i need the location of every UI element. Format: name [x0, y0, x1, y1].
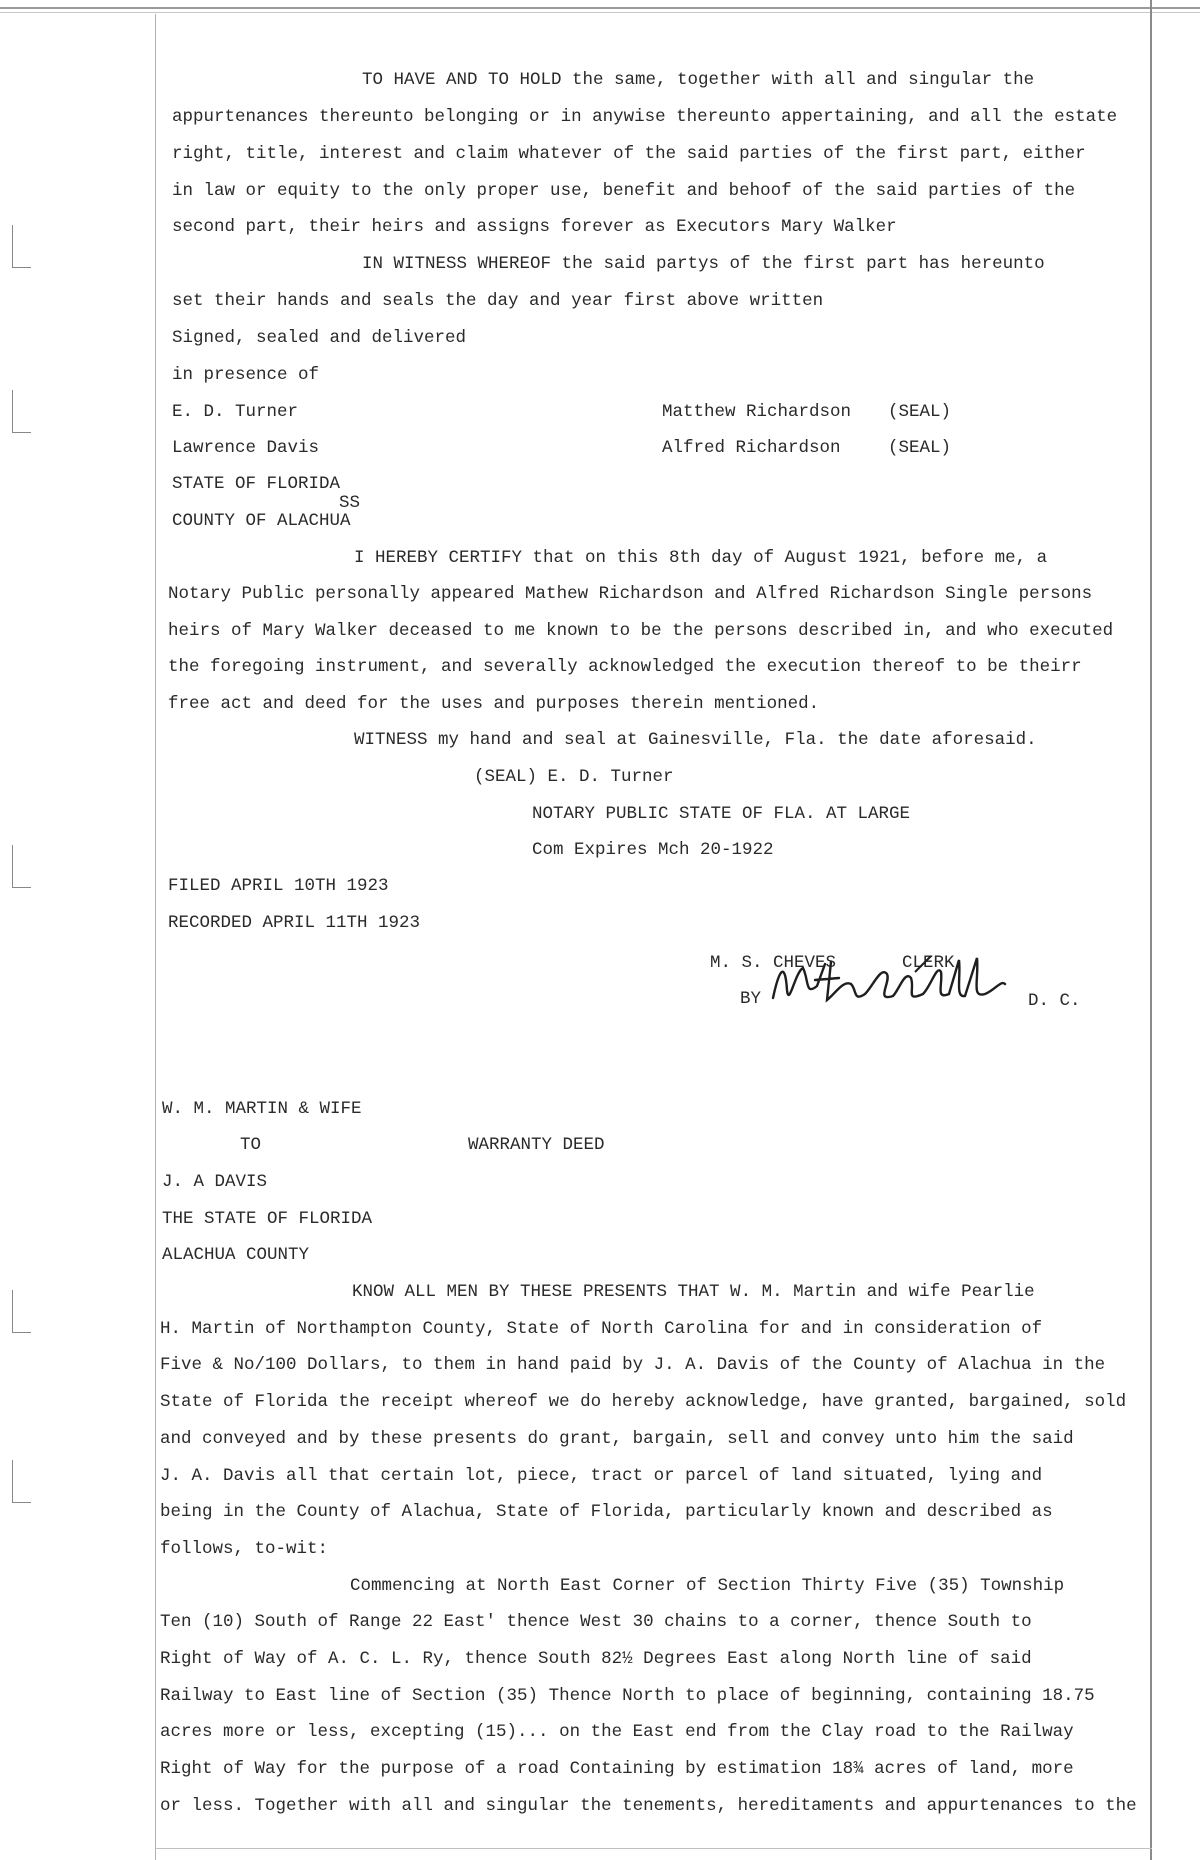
clerk-title: CLERK — [902, 953, 955, 973]
body-line: in law or equity to the only proper use, benefit and behoof of the said parties of the — [172, 181, 1076, 201]
legal-description-line: Commencing at North East Corner of Section Thirty Five (35) Township — [350, 1576, 1065, 1596]
deed-body-line: being in the County of Alachua, State of Florida, particularly known and described as — [160, 1502, 1053, 1522]
body-line: second part, their heirs and assigns forever as Executors Mary Walker — [172, 217, 897, 237]
to-label: TO — [240, 1135, 262, 1155]
instrument-type: WARRANTY DEED — [468, 1135, 605, 1155]
body-line: right, title, interest and claim whatever of the said parties of the first part, either — [172, 144, 1086, 164]
recorded-date: RECORDED APRIL 11TH 1923 — [168, 913, 421, 933]
deed-body-line: follows, to-wit: — [160, 1539, 329, 1559]
by-label: BY — [740, 989, 762, 1009]
top-border — [0, 7, 1200, 9]
deed-body-line: Five & No/100 Dollars, to them in hand paid by J. A. Davis of the County of Alachua in the — [160, 1355, 1106, 1375]
legal-description-line: Ten (10) South of Range 22 East' thence West 30 chains to a corner, thence South to — [160, 1612, 1032, 1632]
venue-ss: SS — [339, 493, 361, 513]
venue-state: THE STATE OF FLORIDA — [162, 1209, 373, 1229]
deputy-clerk-label: D. C. — [1028, 991, 1081, 1011]
seal-mark: (SEAL) — [888, 438, 952, 458]
grantee-header: J. A DAVIS — [162, 1172, 268, 1192]
certificate-line: Notary Public personally appeared Mathew Richardson and Alfred Richardson Single persons — [168, 584, 1093, 604]
legal-description-line: Right of Way for the purpose of a road Containing by estimation 18¾ acres of land, more — [160, 1759, 1074, 1779]
legal-description-line: Railway to East line of Section (35) Thence North to place of beginning, containing 18.75 — [160, 1686, 1095, 1706]
legal-description-line: acres more or less, excepting (15)... on the East end from the Clay road to the Railway — [160, 1722, 1074, 1742]
notary-signature: (SEAL) E. D. Turner — [474, 767, 674, 787]
top-border-inner — [0, 12, 1200, 13]
deed-body-line: KNOW ALL MEN BY THESE PRESENTS THAT W. M. Martin and wife Pearlie — [352, 1282, 1035, 1302]
body-line: appurtenances thereunto belonging or in anywise thereunto appertaining, and all the estate — [172, 107, 1118, 127]
binding-mark — [12, 1460, 31, 1503]
venue-county: ALACHUA COUNTY — [162, 1245, 310, 1265]
binding-mark — [12, 845, 31, 888]
deed-body-line: J. A. Davis all that certain lot, piece, tract or parcel of land situated, lying and — [160, 1466, 1043, 1486]
binding-mark — [12, 1290, 31, 1333]
certificate-line: heirs of Mary Walker deceased to me known to be the persons described in, and who executed — [168, 621, 1114, 641]
body-line: set their hands and seals the day and year first above written — [172, 291, 824, 311]
bottom-margin-line — [155, 1848, 1152, 1849]
clerk-name: M. S. CHEVES — [710, 953, 837, 973]
grantor-name: Alfred Richardson — [662, 438, 841, 458]
legal-description-line: or less. Together with all and singular the tenements, hereditaments and appurtenances to the — [160, 1796, 1137, 1816]
deputy-clerk-signature — [765, 950, 1025, 1020]
right-margin-line — [1150, 0, 1152, 1860]
attestation-line: in presence of — [172, 365, 320, 385]
grantor-header: W. M. MARTIN & WIFE — [162, 1099, 362, 1119]
certificate-line: the foregoing instrument, and severally acknowledged the execution thereof to be theirr — [168, 657, 1082, 677]
grantor-name: Matthew Richardson — [662, 402, 852, 422]
deed-body-line: State of Florida the receipt whereof we do hereby acknowledge, have granted, bargained, sold — [160, 1392, 1127, 1412]
deed-body-line: H. Martin of Northampton County, State of North Carolina for and in consideration of — [160, 1319, 1043, 1339]
notary-title: NOTARY PUBLIC STATE OF FLA. AT LARGE — [532, 804, 911, 824]
binding-mark — [12, 390, 31, 433]
filed-date: FILED APRIL 10TH 1923 — [168, 876, 389, 896]
venue-county: COUNTY OF ALACHUA — [172, 511, 351, 531]
seal-mark: (SEAL) — [888, 402, 952, 422]
commission-expiry: Com Expires Mch 20-1922 — [532, 840, 774, 860]
venue-state: STATE OF FLORIDA — [172, 474, 341, 494]
legal-description-line: Right of Way of A. C. L. Ry, thence South 82½ Degrees East along North line of said — [160, 1649, 1032, 1669]
attestation-line: Signed, sealed and delivered — [172, 328, 467, 348]
witness-clause: WITNESS my hand and seal at Gainesville, Fla. the date aforesaid. — [354, 730, 1037, 750]
certificate-line: I HEREBY CERTIFY that on this 8th day of August 1921, before me, a — [354, 548, 1048, 568]
habendum-line: TO HAVE AND TO HOLD the same, together with all and singular the — [362, 70, 1035, 90]
certificate-line: free act and deed for the uses and purposes therein mentioned. — [168, 694, 820, 714]
witness-name: E. D. Turner — [172, 402, 299, 422]
binding-mark — [12, 225, 31, 268]
testimonium-line: IN WITNESS WHEREOF the said partys of the first part has hereunto — [362, 254, 1045, 274]
deed-body-line: and conveyed and by these presents do grant, bargain, sell and convey unto him the said — [160, 1429, 1074, 1449]
left-margin-line — [155, 14, 156, 1860]
witness-name: Lawrence Davis — [172, 438, 320, 458]
